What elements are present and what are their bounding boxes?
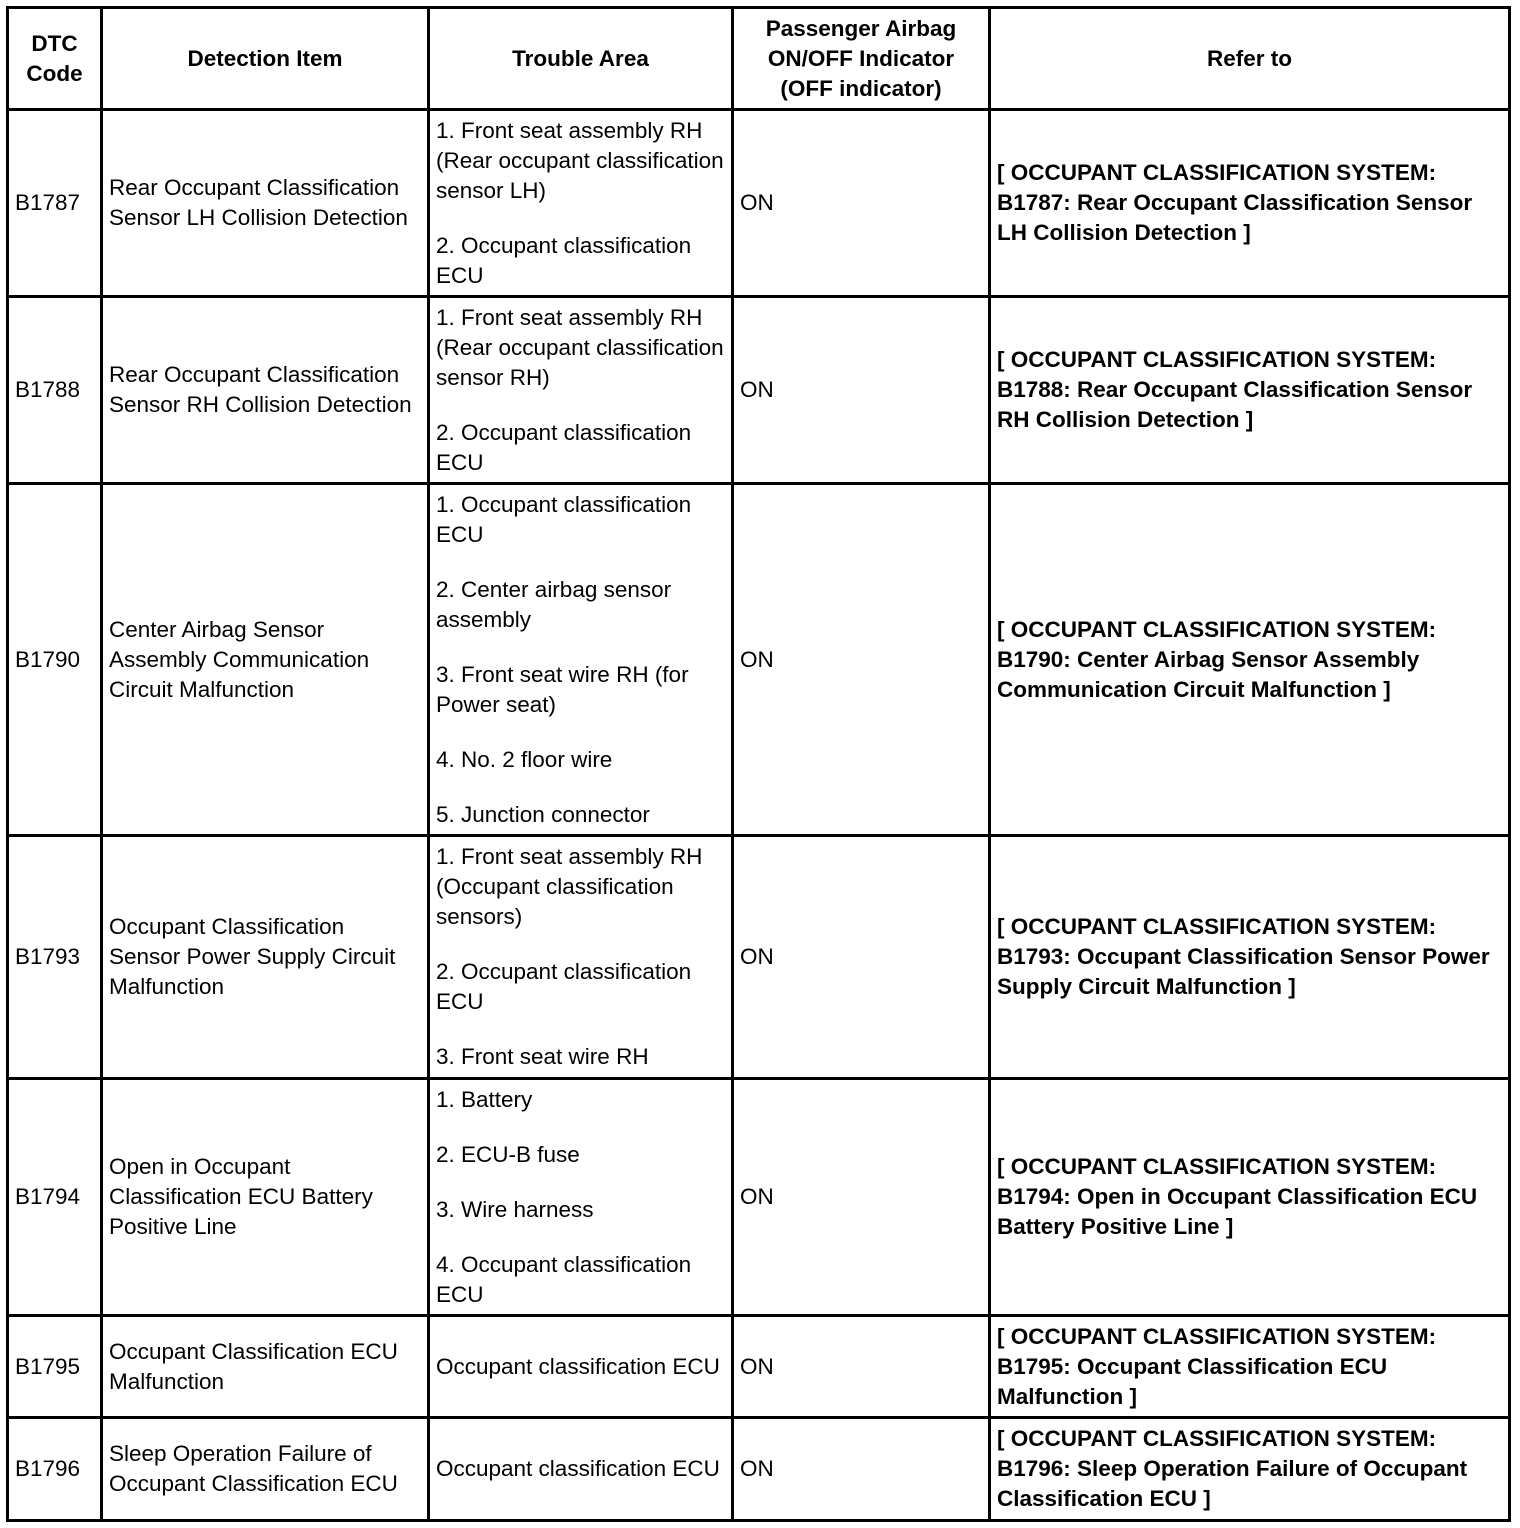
refer-to-cell: [ OCCUPANT CLASSIFICATION SYSTEM: B1794: Open in Occupant Classification ECU Battery Positive Line ] [990,1079,1510,1316]
dtc-code-cell: B1793 [8,836,102,1079]
table-row [8,836,1510,1079]
refer-to-cell: [ OCCUPANT CLASSIFICATION SYSTEM: B1788: Rear Occupant Classification Sensor RH Collision Detection ] [990,297,1510,484]
refer-to-cell: [ OCCUPANT CLASSIFICATION SYSTEM: B1790: Center Airbag Sensor Assembly Communication Circuit Malfunction ] [990,484,1510,836]
trouble-area-cell [429,1079,733,1316]
refer-to-cell: [ OCCUPANT CLASSIFICATION SYSTEM: B1796: Sleep Operation Failure of Occupant Classification ECU ] [990,1418,1510,1521]
dtc-code-cell: B1790 [8,484,102,836]
header-trouble-area: Trouble Area [429,8,733,110]
dtc-code-cell: B1787 [8,110,102,297]
detection-item-cell: Occupant Classification ECU Malfunction [102,1316,429,1418]
trouble-area-cell [429,1418,733,1521]
trouble-area-item: 1. Front seat assembly RH (Rear occupant classification sensor RH) [436,304,724,390]
detection-item-cell: Rear Occupant Classification Sensor LH Collision Detection [102,110,429,297]
trouble-area-cell [429,110,733,297]
trouble-area-item: 2. Occupant classification ECU [436,232,692,288]
header-indicator: Passenger Airbag ON/OFF Indicator (OFF indicator) [733,8,990,110]
trouble-area-item: 3. Front seat wire RH [436,1044,649,1069]
indicator-cell: ON [733,484,990,836]
indicator-cell: ON [733,1418,990,1521]
trouble-area-item: 1. Front seat assembly RH (Rear occupant classification sensor LH) [436,117,724,203]
trouble-area-item: 3. Front seat wire RH (for Power seat) [436,661,689,717]
table-row [8,1418,1510,1521]
detection-item-cell: Open in Occupant Classification ECU Battery Positive Line [102,1079,429,1316]
refer-to-cell: [ OCCUPANT CLASSIFICATION SYSTEM: B1787: Rear Occupant Classification Sensor LH Collision Detection ] [990,110,1510,297]
trouble-area-item: 3. Wire harness [436,1196,594,1222]
indicator-cell: ON [733,110,990,297]
dtc-table [6,6,1511,1522]
header-dtc-code: DTC Code [8,8,102,110]
trouble-area-item: 2. Center airbag sensor assembly [436,576,672,632]
header-refer-to: Refer to [990,8,1510,110]
table-row [8,1079,1510,1316]
table-row [8,297,1510,484]
header-row [8,8,1510,110]
trouble-area-item: 2. Occupant classification ECU [436,419,692,475]
trouble-area-cell [429,297,733,484]
dtc-code-cell: B1795 [8,1316,102,1418]
header-detection-item: Detection Item [102,8,429,110]
dtc-code-cell: B1794 [8,1079,102,1316]
trouble-area-cell [429,836,733,1079]
refer-to-cell: [ OCCUPANT CLASSIFICATION SYSTEM: B1793: Occupant Classification Sensor Power Supply Circuit Malfunction ] [990,836,1510,1079]
indicator-cell: ON [733,1079,990,1316]
trouble-area-item: Occupant classification ECU [436,1353,720,1379]
trouble-area-item: 1. Front seat assembly RH (Occupant classification sensors) [436,844,703,929]
indicator-cell: ON [733,1316,990,1418]
trouble-area-cell [429,1316,733,1418]
indicator-cell: ON [733,297,990,484]
trouble-area-item: 2. Occupant classification ECU [436,959,692,1014]
dtc-code-cell: B1788 [8,297,102,484]
detection-item-cell: Rear Occupant Classification Sensor RH Collision Detection [102,297,429,484]
trouble-area-item: 1. Occupant classification ECU [436,491,692,547]
refer-to-cell: [ OCCUPANT CLASSIFICATION SYSTEM: B1795: Occupant Classification ECU Malfunction ] [990,1316,1510,1418]
trouble-area-item: 2. ECU-B fuse [436,1141,580,1167]
detection-item-cell: Center Airbag Sensor Assembly Communication Circuit Malfunction [102,484,429,836]
trouble-area-item: 4. Occupant classification ECU [436,1251,692,1307]
dtc-code-cell: B1796 [8,1418,102,1521]
table-body [8,110,1510,1521]
trouble-area-cell [429,484,733,836]
trouble-area-item: 4. No. 2 floor wire [436,746,613,772]
detection-item-cell: Occupant Classification Sensor Power Supply Circuit Malfunction [102,836,429,1079]
detection-item-cell: Sleep Operation Failure of Occupant Classification ECU [102,1418,429,1521]
table-row [8,484,1510,836]
trouble-area-item: Occupant classification ECU [436,1456,720,1481]
trouble-area-item: 5. Junction connector [436,801,650,827]
trouble-area-item: 1. Battery [436,1086,533,1112]
table-row [8,1316,1510,1418]
table-row [8,110,1510,297]
indicator-cell: ON [733,836,990,1079]
